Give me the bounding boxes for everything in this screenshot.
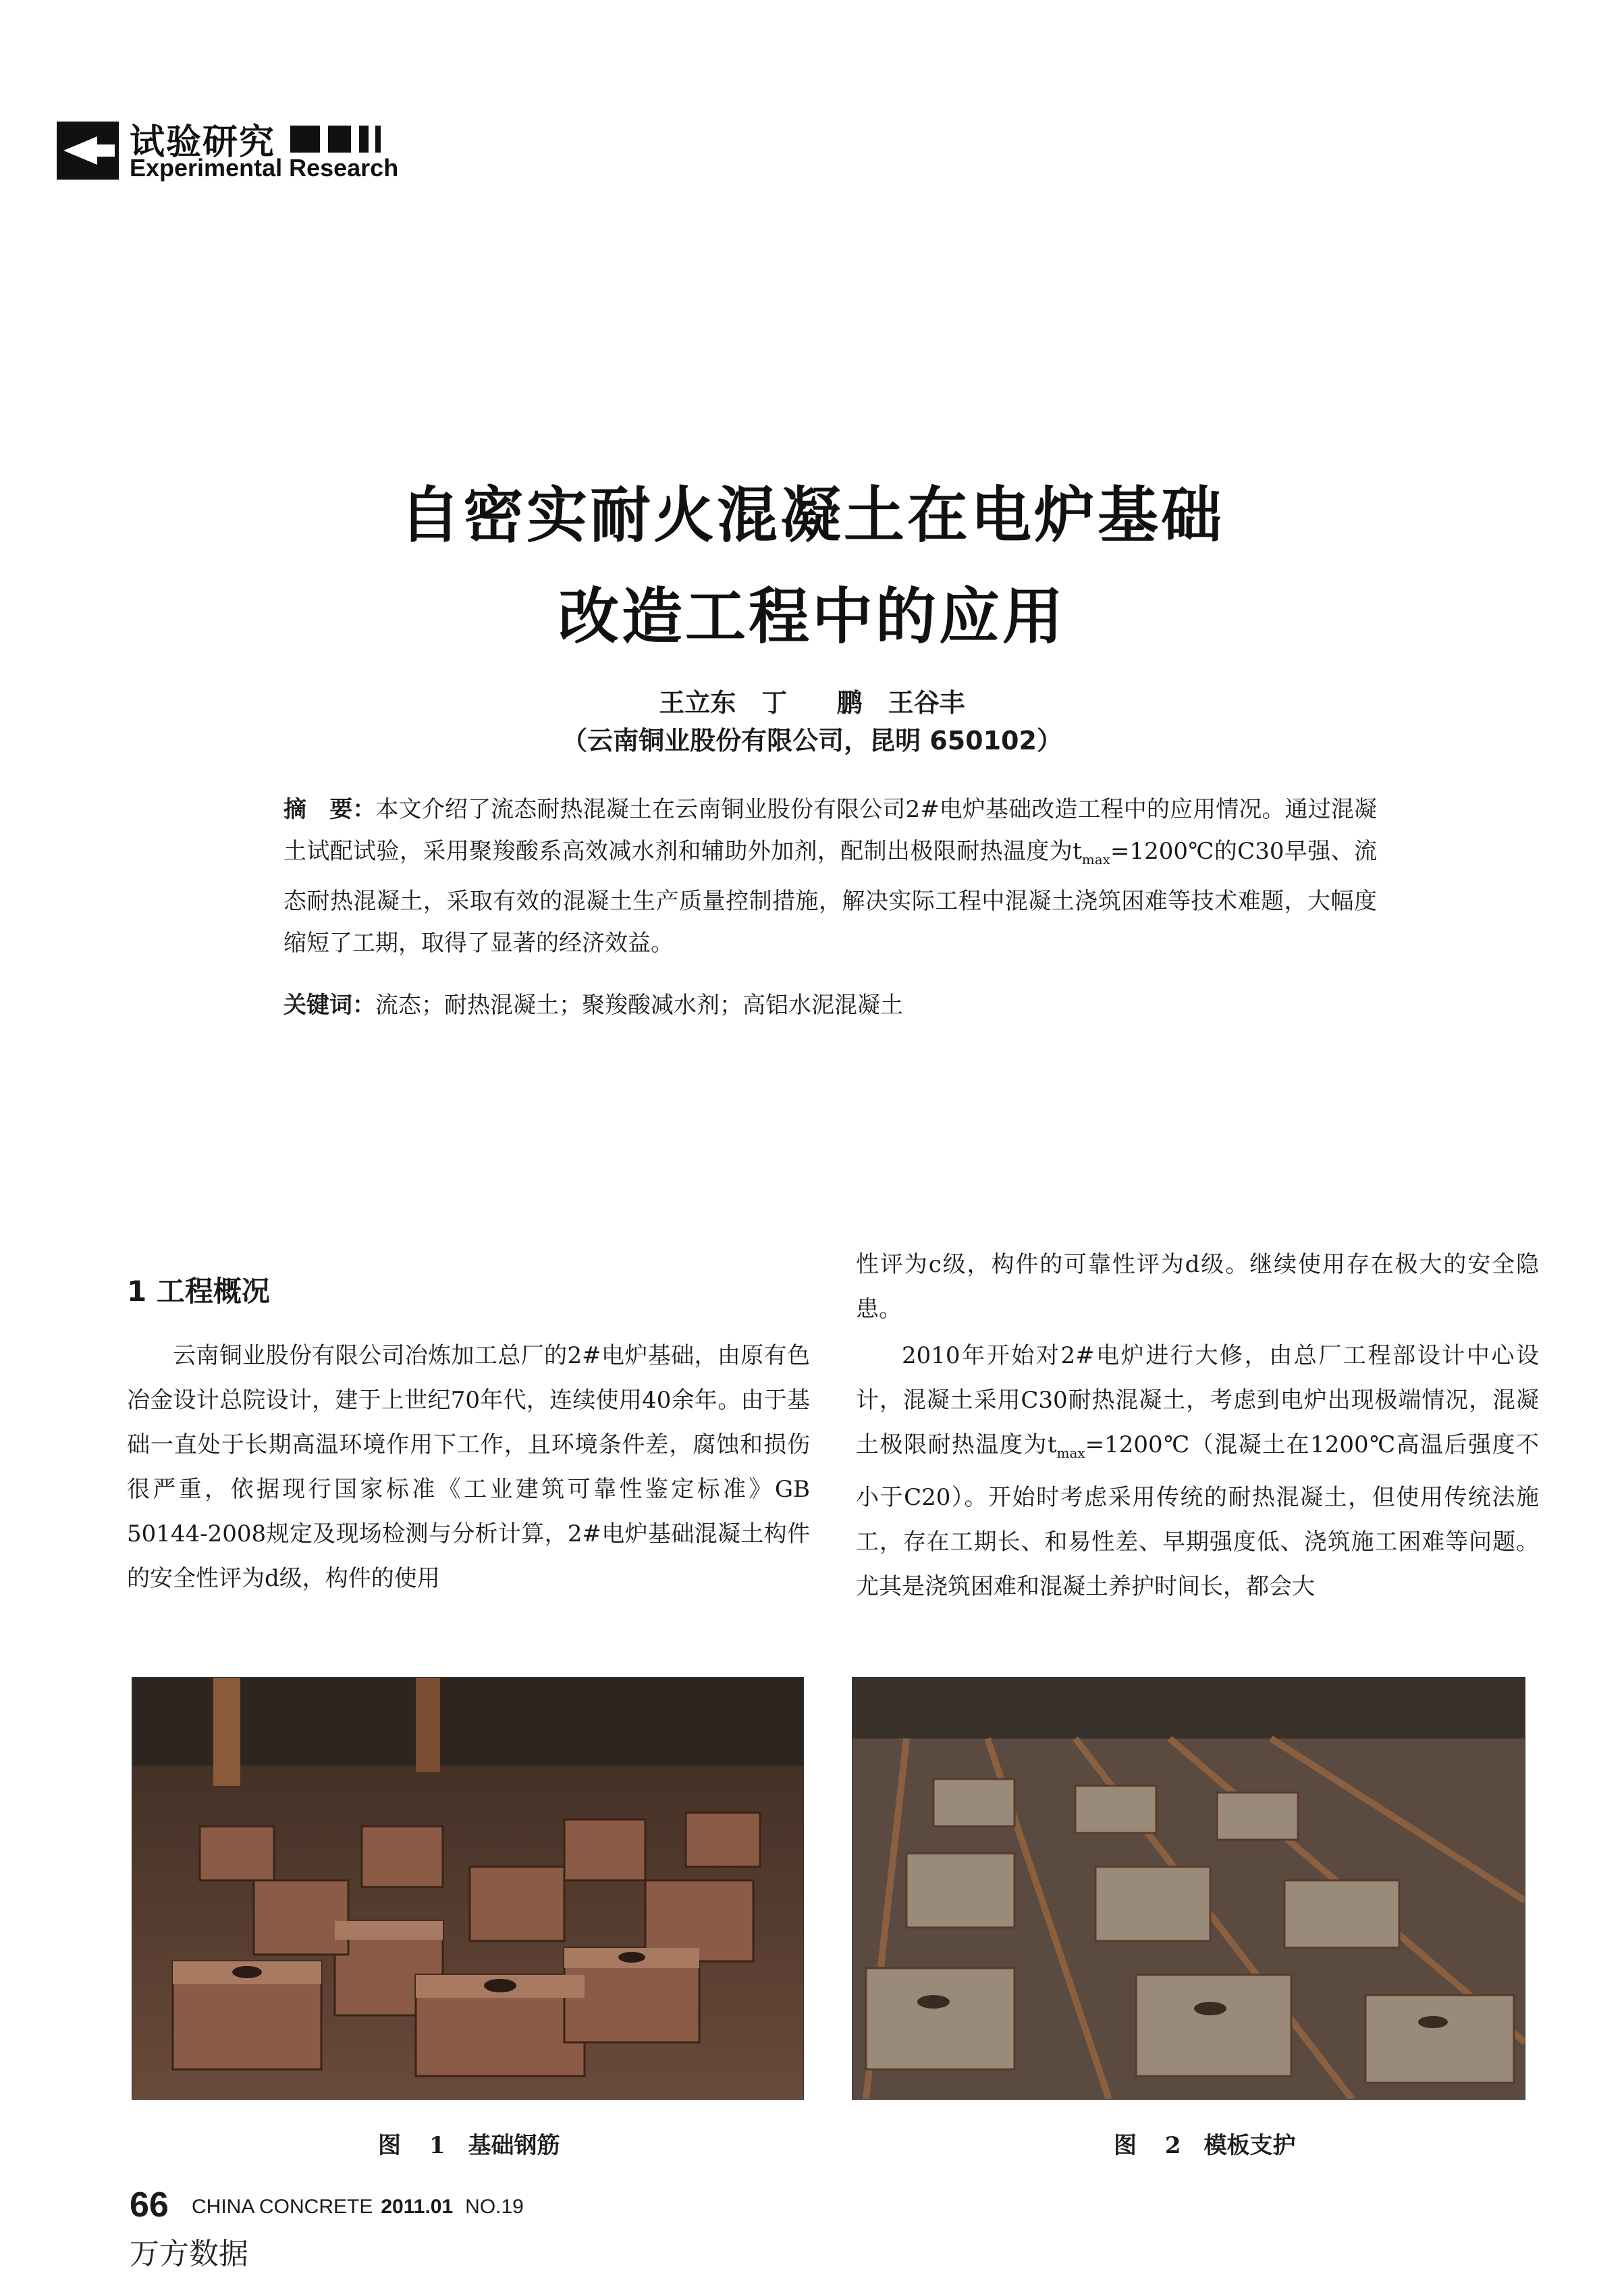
abstract [283,789,1377,964]
keywords-label: 关键词： [283,992,375,1019]
journal-info [192,2196,524,2219]
abstract-label: 摘 要： [283,796,376,823]
right-para-text-cont: =1200℃（混凝土在1200℃高温后强度不小于C20）。开始时考虑采用传统的耐热混凝土，但使用传统法施工，存在工期长、和易性差、早期强度低、浇筑施工困难等问题。尤其是浇筑困难和混凝土养护时间长，都会大 [856,1431,1539,1600]
paper-title-line2: 改造工程中的应用 [558,581,1066,652]
section-arrow-icon [57,122,119,180]
keywords-text: 流态；耐热混凝土；聚羧酸减水剂；高铝水泥混凝土 [375,992,903,1019]
paper-title-line1: 自密实耐火混凝土在电炉基础 [400,480,1224,551]
figure-formwork-support [852,1677,1525,2100]
right-column-paragraph [856,1333,1539,1609]
journal-issue: NO.19 [465,2196,524,2218]
left-column-paragraph: 云南铜业股份有限公司冶炼加工总厂的2#电炉基础，由原有色冶金设计总院设计，建于上世纪70年代，连续使用40余年。由于基础一直处于长期高温环境作用下工作，且环境条件差，腐蚀和损伤很严重，依据现行国家标准《工业建筑可靠性鉴定标准》GB 50144-2008规定及现场检测与分析计算，2#电炉基础混凝土构件的安全性评为d级，构件的使用 [127,1342,810,1592]
abstract-subscript: max [1081,851,1110,868]
section-heading: 1 工程概况 [127,1275,270,1308]
journal-name: CHINA CONCRETE [192,2196,373,2218]
figure-foundation-rebar [132,1677,804,2100]
watermark-text: 万方数据 [130,2237,248,2271]
affiliation: （云南铜业股份有限公司，昆明 650102） [562,726,1062,755]
abstract-text: 本文介绍了流态耐热混凝土在云南铜业股份有限公司2#电炉基础改造工程中的应用情况。通过混凝土试配试验，采用聚羧酸系高效减水剂和辅助外加剂，配制出极限耐热温度为t [283,796,1377,865]
authors: 王立东 丁 鹏 王谷丰 [659,688,965,718]
figure1-caption: 图 1 基础钢筋 [378,2132,560,2159]
section-bars-icon [290,122,398,155]
right-para-subscript: max [1056,1444,1085,1461]
page-number: 66 [130,2185,169,2225]
keywords [283,984,1377,1026]
journal-date: 2011.01 [381,2196,454,2218]
abstract-text-cont: =1200℃的C30早强、流态耐热混凝土，采取有效的混凝土生产质量控制措施，解决实际工程中混凝土浇筑困难等技术难题，大幅度缩短了工期，取得了显著的经济效益。 [283,838,1377,957]
figure2-caption: 图 2 模板支护 [1114,2132,1296,2159]
right-column-continuation: 性评为c级，构件的可靠性评为d级。继续使用存在极大的安全隐患。 [856,1251,1539,1323]
section-title-cn: 试验研究 [130,122,276,163]
right-para-text: 2010年开始对2#电炉进行大修，由总厂工程部设计中心设计，混凝土采用C30耐热混凝土，考虑到电炉出现极端情况，混凝土极限耐热温度为t [856,1342,1539,1458]
section-title-en: Experimental Research [130,154,399,182]
